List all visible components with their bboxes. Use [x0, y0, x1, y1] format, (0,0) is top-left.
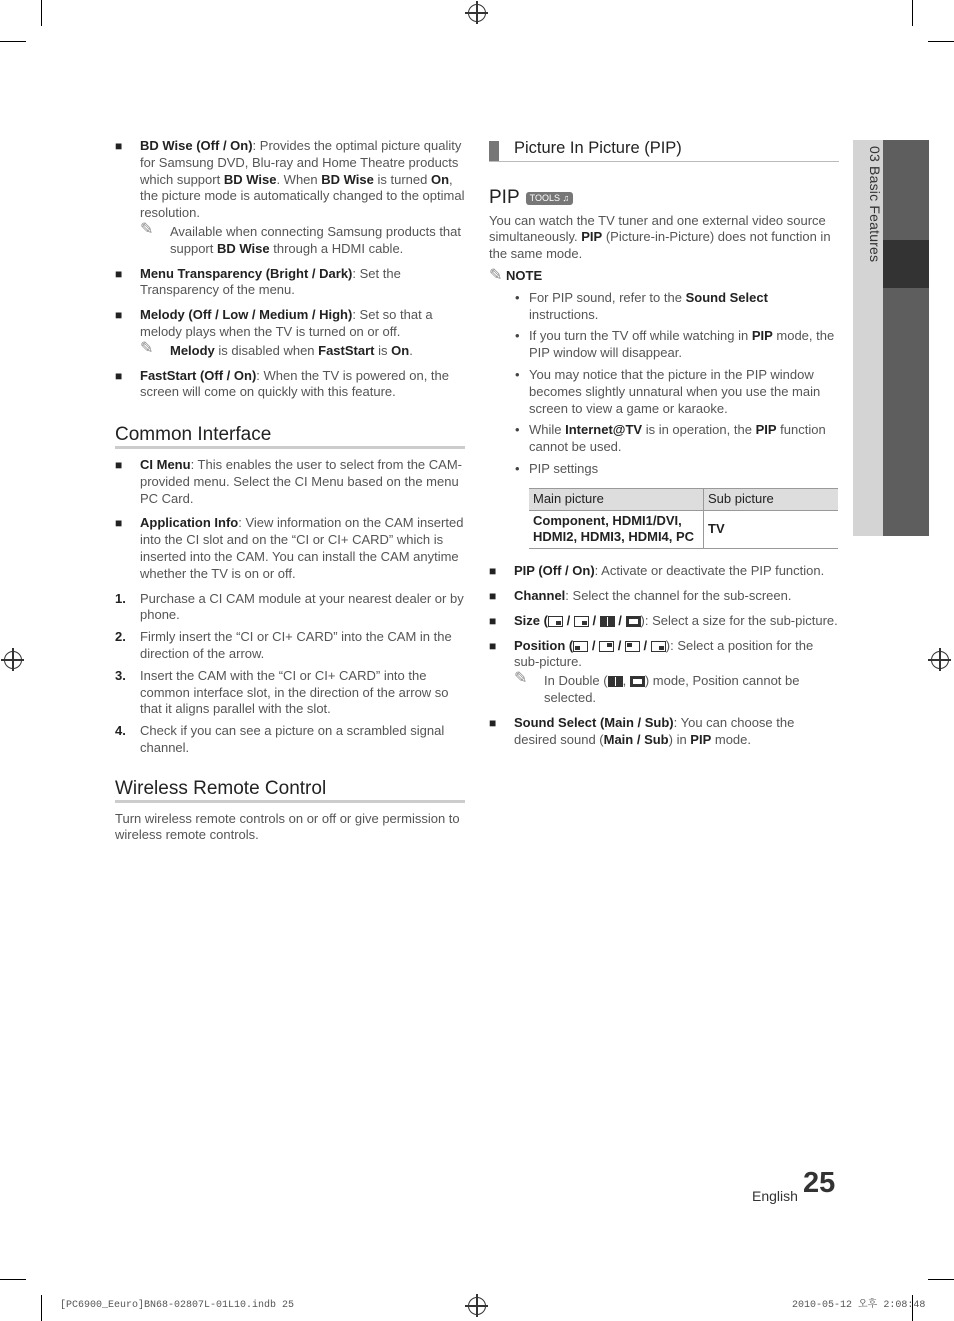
pip-position-top-right-icon [599, 641, 614, 652]
crop-mark [0, 41, 26, 42]
side-tab-band [883, 140, 929, 536]
page-number: 25 [803, 1167, 836, 1199]
bullet-dot: • [515, 422, 520, 438]
square-bullet-icon: ■ [115, 266, 123, 281]
section-heading: Wireless Remote Control [115, 781, 465, 803]
list-item-pip-onoff: ■ PIP (Off / On): Activate or deactivate the PIP function. [489, 563, 825, 579]
table-header-row [529, 488, 838, 510]
square-bullet-icon: ■ [489, 715, 497, 730]
list-item-channel: ■ Channel: Select the channel for the sub-screen. [489, 587, 792, 603]
list-item-sound-select: ■ Sound Select (Main / Sub): You can choose the desired sound (Main / Sub) in PIP mode. [489, 714, 795, 747]
paragraph: Turn wireless remote controls on or off or give permission to wireless remote controls. [115, 810, 460, 843]
bullet-dot: • [515, 328, 520, 344]
table-header: Main picture [529, 488, 704, 510]
pip-double-split-icon [600, 616, 615, 627]
note-bullet: • For PIP sound, refer to the Sound Select instructions. [515, 289, 768, 322]
list-item-ci-menu: ■ CI Menu: This enables the user to select from the CAM-provided menu. Select the CI Menu based on the menu PC Card. [115, 456, 462, 506]
step-item: 3. Insert the CAM with the “CI or CI+ CARD” into the common interface slot, in the direction of the arrow so that it aligns parallel with the slot. [115, 667, 449, 717]
pip-size-large-icon [574, 616, 589, 627]
crop-mark [0, 1279, 26, 1280]
section-heading: Common Interface [115, 427, 465, 449]
pip-position-bottom-left-icon [573, 641, 588, 652]
left-column [115, 138, 465, 844]
square-bullet-icon: ■ [489, 564, 497, 579]
right-column [489, 138, 839, 756]
tools-icon: ♫ [562, 192, 570, 203]
table-cell: TV [704, 510, 839, 549]
pip-double-wide-icon [630, 676, 645, 687]
list-item-position: ■ Position ( / / / ): Select a position for the sub-picture. ✎ In Double ( , ) mode, Position cannot be selected. [489, 638, 839, 707]
pip-title: PIP TOOLS ♫ [489, 190, 839, 207]
square-bullet-icon: ■ [115, 457, 123, 472]
list-item-application-info: ■ Application Info: View information on the CAM inserted into the CI slot and on the “CI or CI+ CARD” which is inserted into the CAM. You can install the CAM anytime whether the TV is on or off. [115, 515, 464, 581]
header-bar [489, 141, 499, 161]
pencil-note-icon: ✎ [140, 220, 154, 238]
note-bullet: • PIP settings [515, 460, 599, 476]
step-item: 2. Firmly insert the “CI or CI+ CARD” into the CAM in the direction of the arrow. [115, 629, 452, 661]
registration-mark-icon [468, 4, 486, 22]
list-item-bd-wise: ■ BD Wise (Off / On): Provides the optimal picture quality for Samsung DVD, Blu-ray and Home Theatre products which support BD Wise. When BD Wise is turned On, the picture mode is automatically changed to the optimal resolution. ✎ Available when connecting Samsung products that support BD Wise through a HDMI cable. [115, 138, 465, 256]
side-tab-marker [883, 240, 929, 288]
crop-mark [912, 0, 913, 26]
square-bullet-icon: ■ [115, 139, 123, 153]
crop-mark [928, 1279, 954, 1280]
square-bullet-icon: ■ [115, 368, 123, 383]
print-timestamp: 2010-05-12 오후 2:08:48 [792, 1300, 926, 1311]
item-title: BD Wise (Off / On) [140, 138, 253, 153]
note: ✎ Available when connecting Samsung products that support BD Wise through a HDMI cable. [140, 220, 462, 256]
registration-mark-icon [468, 1297, 486, 1315]
registration-mark-icon [4, 651, 22, 669]
step-item: 1. Purchase a CI CAM module at your nearest dealer or by phone. [115, 590, 464, 623]
table-header: Sub picture [704, 488, 839, 510]
chapter-side-tab [853, 140, 929, 536]
pip-position-bottom-right-icon [651, 641, 666, 652]
square-bullet-icon: ■ [489, 588, 497, 603]
pip-double-split-icon [608, 676, 623, 687]
note-bullet: • While Internet@TV is in operation, the PIP function cannot be used. [515, 422, 826, 455]
section-common-interface [115, 424, 465, 757]
registration-mark-icon [931, 651, 949, 669]
square-bullet-icon: ■ [489, 613, 497, 628]
chapter-label: 03 Basic Features [866, 146, 883, 263]
crop-mark [41, 1295, 42, 1321]
list-item-menu-transparency: ■ Menu Transparency (Bright / Dark): Set the Transparency of the menu. [115, 265, 401, 298]
section-wireless-remote [115, 777, 465, 844]
pencil-note-icon: ✎ [489, 266, 503, 284]
tools-badge: TOOLS ♫ [526, 192, 574, 205]
list-item-size: ■ Size ( / / / ): Select a size for the sub-picture. [489, 612, 838, 628]
crop-mark [41, 0, 42, 26]
pencil-note-icon: ✎ [514, 670, 528, 688]
note: ✎ In Double ( , ) mode, Position cannot be selected. [514, 670, 800, 705]
table-row [529, 510, 838, 549]
step-item: 4. Check if you can see a picture on a scrambled signal channel. [115, 723, 445, 755]
note-heading: ✎ NOTE [489, 266, 543, 284]
bullet-dot: • [515, 460, 520, 476]
pencil-note-icon: ✎ [140, 339, 154, 357]
pip-intro: You can watch the TV tuner and one external video source simultaneously. PIP (Picture-in-Picture) does not function in the same mode. [489, 212, 831, 262]
pip-size-small-icon [548, 616, 563, 627]
print-file-info: [PC6900_Eeuro]BN68-02807L-01L10.indb 25 [60, 1300, 295, 1311]
square-bullet-icon: ■ [115, 516, 123, 531]
pip-double-wide-icon [626, 616, 641, 627]
pip-settings-table [529, 488, 838, 549]
square-bullet-icon: ■ [489, 638, 497, 653]
section-header-pip: Picture In Picture (PIP) [489, 138, 839, 162]
list-item-faststart: ■ FastStart (Off / On): When the TV is powered on, the screen will come on quickly with this feature. [115, 367, 449, 400]
list-item-melody: ■ Melody (Off / Low / Medium / High): Set so that a melody plays when the TV is turned on or off. ✎ Melody is disabled when FastStart is On. [115, 307, 465, 359]
footer-language: English [752, 1188, 798, 1204]
note-bullet: • If you turn the TV off while watching in PIP mode, the PIP window will disappear. [515, 328, 835, 361]
bullet-dot: • [515, 289, 520, 305]
crop-mark [928, 41, 954, 42]
table-cell: Component, HDMI1/DVI, HDMI2, HDMI3, HDMI4, PC [529, 510, 704, 549]
note-bullet: • You may notice that the picture in the PIP window becomes slightly unnatural when you use the main screen to view a game or karaoke. [515, 366, 821, 416]
note: ✎ Melody is disabled when FastStart is On. [140, 339, 413, 358]
square-bullet-icon: ■ [115, 308, 123, 323]
pip-position-top-left-icon [625, 641, 640, 652]
bullet-dot: • [515, 366, 520, 382]
